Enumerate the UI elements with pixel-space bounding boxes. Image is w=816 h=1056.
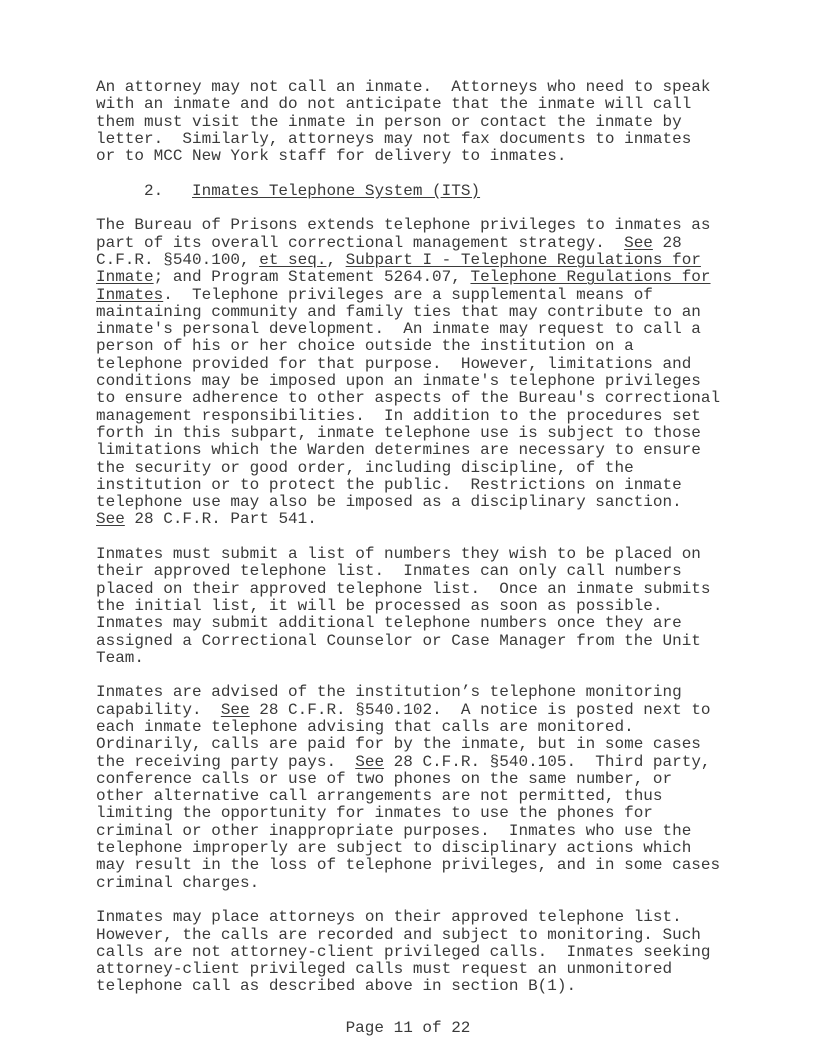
underlined-text: See: [355, 752, 385, 771]
text-line: [96, 840, 756, 857]
text-segment: inmate's personal development. An inmate may request to call a: [96, 320, 701, 339]
text-line: [96, 425, 756, 442]
text-line: [96, 131, 756, 148]
text-segment: 28 C.F.R. Part 541.: [124, 510, 317, 529]
text-segment: 28: [652, 233, 682, 252]
para-telephone-monitoring: [96, 684, 756, 892]
text-line: [96, 909, 756, 926]
text-segment: Inmates may submit additional telephone numbers once they are: [96, 614, 682, 633]
underlined-text: See: [96, 510, 125, 529]
text-line: [96, 373, 756, 390]
text-segment: conditions may be imposed upon an inmate's telephone privileges: [96, 372, 701, 391]
text-segment: ,: [326, 250, 346, 269]
text-line: [96, 805, 756, 822]
text-line: [96, 754, 756, 771]
text-line: [96, 961, 756, 978]
text-line: [96, 477, 756, 494]
text-line: [96, 788, 756, 805]
para-attorney-call-restrictions: [96, 79, 756, 165]
text-line: [96, 183, 756, 200]
text-segment: Team.: [96, 648, 145, 667]
text-segment: However, the calls are recorded and subject to monitoring. Such: [96, 925, 701, 944]
underlined-text: See: [220, 700, 250, 719]
text-segment: 2.: [96, 181, 193, 200]
text-segment: telephone use may also be imposed as a disciplinary sanction.: [96, 493, 682, 512]
text-segment: Inmates must submit a list of numbers they wish to be placed on: [96, 545, 701, 564]
text-segment: ; and Program Statement 5264.07,: [153, 268, 471, 287]
text-segment: the security or good order, including discipline, of the: [96, 458, 634, 477]
text-line: [96, 633, 756, 650]
text-segment: maintaining community and family ties that may contribute to an: [96, 302, 701, 321]
text-line: [96, 79, 756, 96]
text-segment: calls are not attorney-client privileged calls. Inmates seeking: [96, 942, 711, 961]
text-segment: assigned a Correctional Counselor or Case Manager from the Unit: [96, 631, 701, 650]
page-number: Page 11 of 22: [345, 1019, 471, 1037]
text-segment: person of his or her choice outside the institution on a: [96, 337, 634, 356]
text-line: [96, 269, 756, 286]
text-segment: telephone improperly are subject to disciplinary actions which: [96, 839, 692, 858]
text-segment: Inmates are advised of the institution’s telephone monitoring: [96, 683, 682, 702]
text-line: [96, 927, 756, 944]
text-segment: the receiving party pays.: [96, 752, 356, 771]
text-line: [96, 615, 756, 632]
para-approved-telephone-list: [96, 546, 756, 667]
text-line: [96, 235, 756, 252]
text-line: [96, 304, 756, 321]
text-segment: criminal or other inappropriate purposes. Inmates who use the: [96, 821, 692, 840]
text-line: [96, 857, 756, 874]
underlined-text: Inmate: [96, 268, 154, 287]
text-line: [96, 581, 756, 598]
text-line: [96, 511, 756, 528]
text-line: [96, 356, 756, 373]
text-segment: An attorney may not call an inmate. Attorneys who need to speak: [96, 78, 711, 96]
para-telephone-privileges: [96, 217, 756, 528]
text-segment: other alternative call arrangements are not permitted, thus: [96, 787, 663, 806]
text-line: [96, 546, 756, 563]
text-segment: institution or to protect the public. Restrictions on inmate: [96, 475, 682, 494]
text-line: [96, 287, 756, 304]
text-line: [96, 563, 756, 580]
text-segment: limiting the opportunity for inmates to use the phones for: [96, 804, 653, 823]
text-segment: The Bureau of Prisons extends telephone privileges to inmates as: [96, 216, 711, 235]
underlined-text: Inmates Telephone System (ITS): [192, 181, 481, 200]
text-line: [96, 217, 756, 234]
text-line: [96, 494, 756, 511]
underlined-text: et seq.: [259, 250, 327, 269]
text-segment: management responsibilities. In addition to the procedures set: [96, 406, 701, 425]
text-line: [96, 442, 756, 459]
text-line: [96, 408, 756, 425]
underlined-text: Telephone Regulations for: [470, 268, 711, 287]
text-line: [96, 96, 756, 113]
text-line: [96, 875, 756, 892]
text-segment: capability.: [96, 700, 221, 719]
text-segment: may result in the loss of telephone privileges, and in some cases: [96, 856, 721, 875]
text-line: [96, 321, 756, 338]
para-attorney-privileged-calls: [96, 909, 756, 995]
text-line: [96, 148, 756, 165]
text-line: [96, 598, 756, 615]
text-line: [96, 114, 756, 131]
text-line: [96, 719, 756, 736]
text-line: [96, 978, 756, 995]
text-segment: or to MCC New York staff for delivery to inmates.: [96, 147, 567, 166]
text-segment: . Telephone privileges are a supplemental means of: [163, 285, 653, 304]
text-line: [96, 252, 756, 269]
text-line: [96, 736, 756, 753]
text-segment: 28 C.F.R. §540.105. Third party,: [384, 752, 711, 771]
text-segment: C.F.R. §540.100,: [96, 250, 260, 269]
text-segment: telephone call as described above in section B(1).: [96, 977, 577, 996]
text-segment: Inmates may place attorneys on their approved telephone list.: [96, 908, 682, 927]
document-text: [96, 79, 756, 1013]
text-segment: with an inmate and do not anticipate that the inmate will call: [96, 95, 692, 114]
text-line: [96, 771, 756, 788]
text-segment: part of its overall correctional management strategy.: [96, 233, 625, 252]
text-line: [96, 650, 756, 667]
text-segment: them must visit the inmate in person or contact the inmate by: [96, 112, 682, 131]
text-segment: letter. Similarly, attorneys may not fax documents to inmates: [96, 129, 692, 148]
text-segment: limitations which the Warden determines are necessary to ensure: [96, 441, 701, 460]
text-line: [96, 684, 756, 701]
text-segment: the initial list, it will be processed as soon as possible.: [96, 596, 663, 615]
underlined-text: Inmates: [96, 285, 164, 304]
text-segment: their approved telephone list. Inmates can only call numbers: [96, 562, 682, 581]
text-line: [96, 338, 756, 355]
text-segment: forth in this subpart, inmate telephone use is subject to those: [96, 423, 701, 442]
text-segment: placed on their approved telephone list. Once an inmate submits: [96, 579, 711, 598]
underlined-text: Subpart I - Telephone Regulations for: [345, 250, 701, 269]
text-segment: telephone provided for that purpose. However, limitations and: [96, 354, 692, 373]
text-segment: each inmate telephone advising that calls are monitored.: [96, 717, 634, 736]
text-segment: Ordinarily, calls are paid for by the inmate, but in some cases: [96, 735, 701, 754]
text-line: [96, 460, 756, 477]
text-line: [96, 823, 756, 840]
text-line: [96, 944, 756, 961]
heading-inmates-telephone-system: [96, 183, 756, 200]
underlined-text: See: [624, 233, 653, 252]
text-segment: criminal charges.: [96, 873, 260, 892]
text-segment: 28 C.F.R. §540.102. A notice is posted next to: [249, 700, 711, 719]
text-segment: attorney-client privileged calls must request an unmonitored: [96, 960, 673, 979]
text-segment: conference calls or use of two phones on the same number, or: [96, 769, 673, 788]
text-segment: to ensure adherence to other aspects of the Bureau's correctional: [96, 389, 721, 408]
text-line: [96, 390, 756, 407]
page-footer: [0, 1020, 816, 1037]
text-line: [96, 702, 756, 719]
